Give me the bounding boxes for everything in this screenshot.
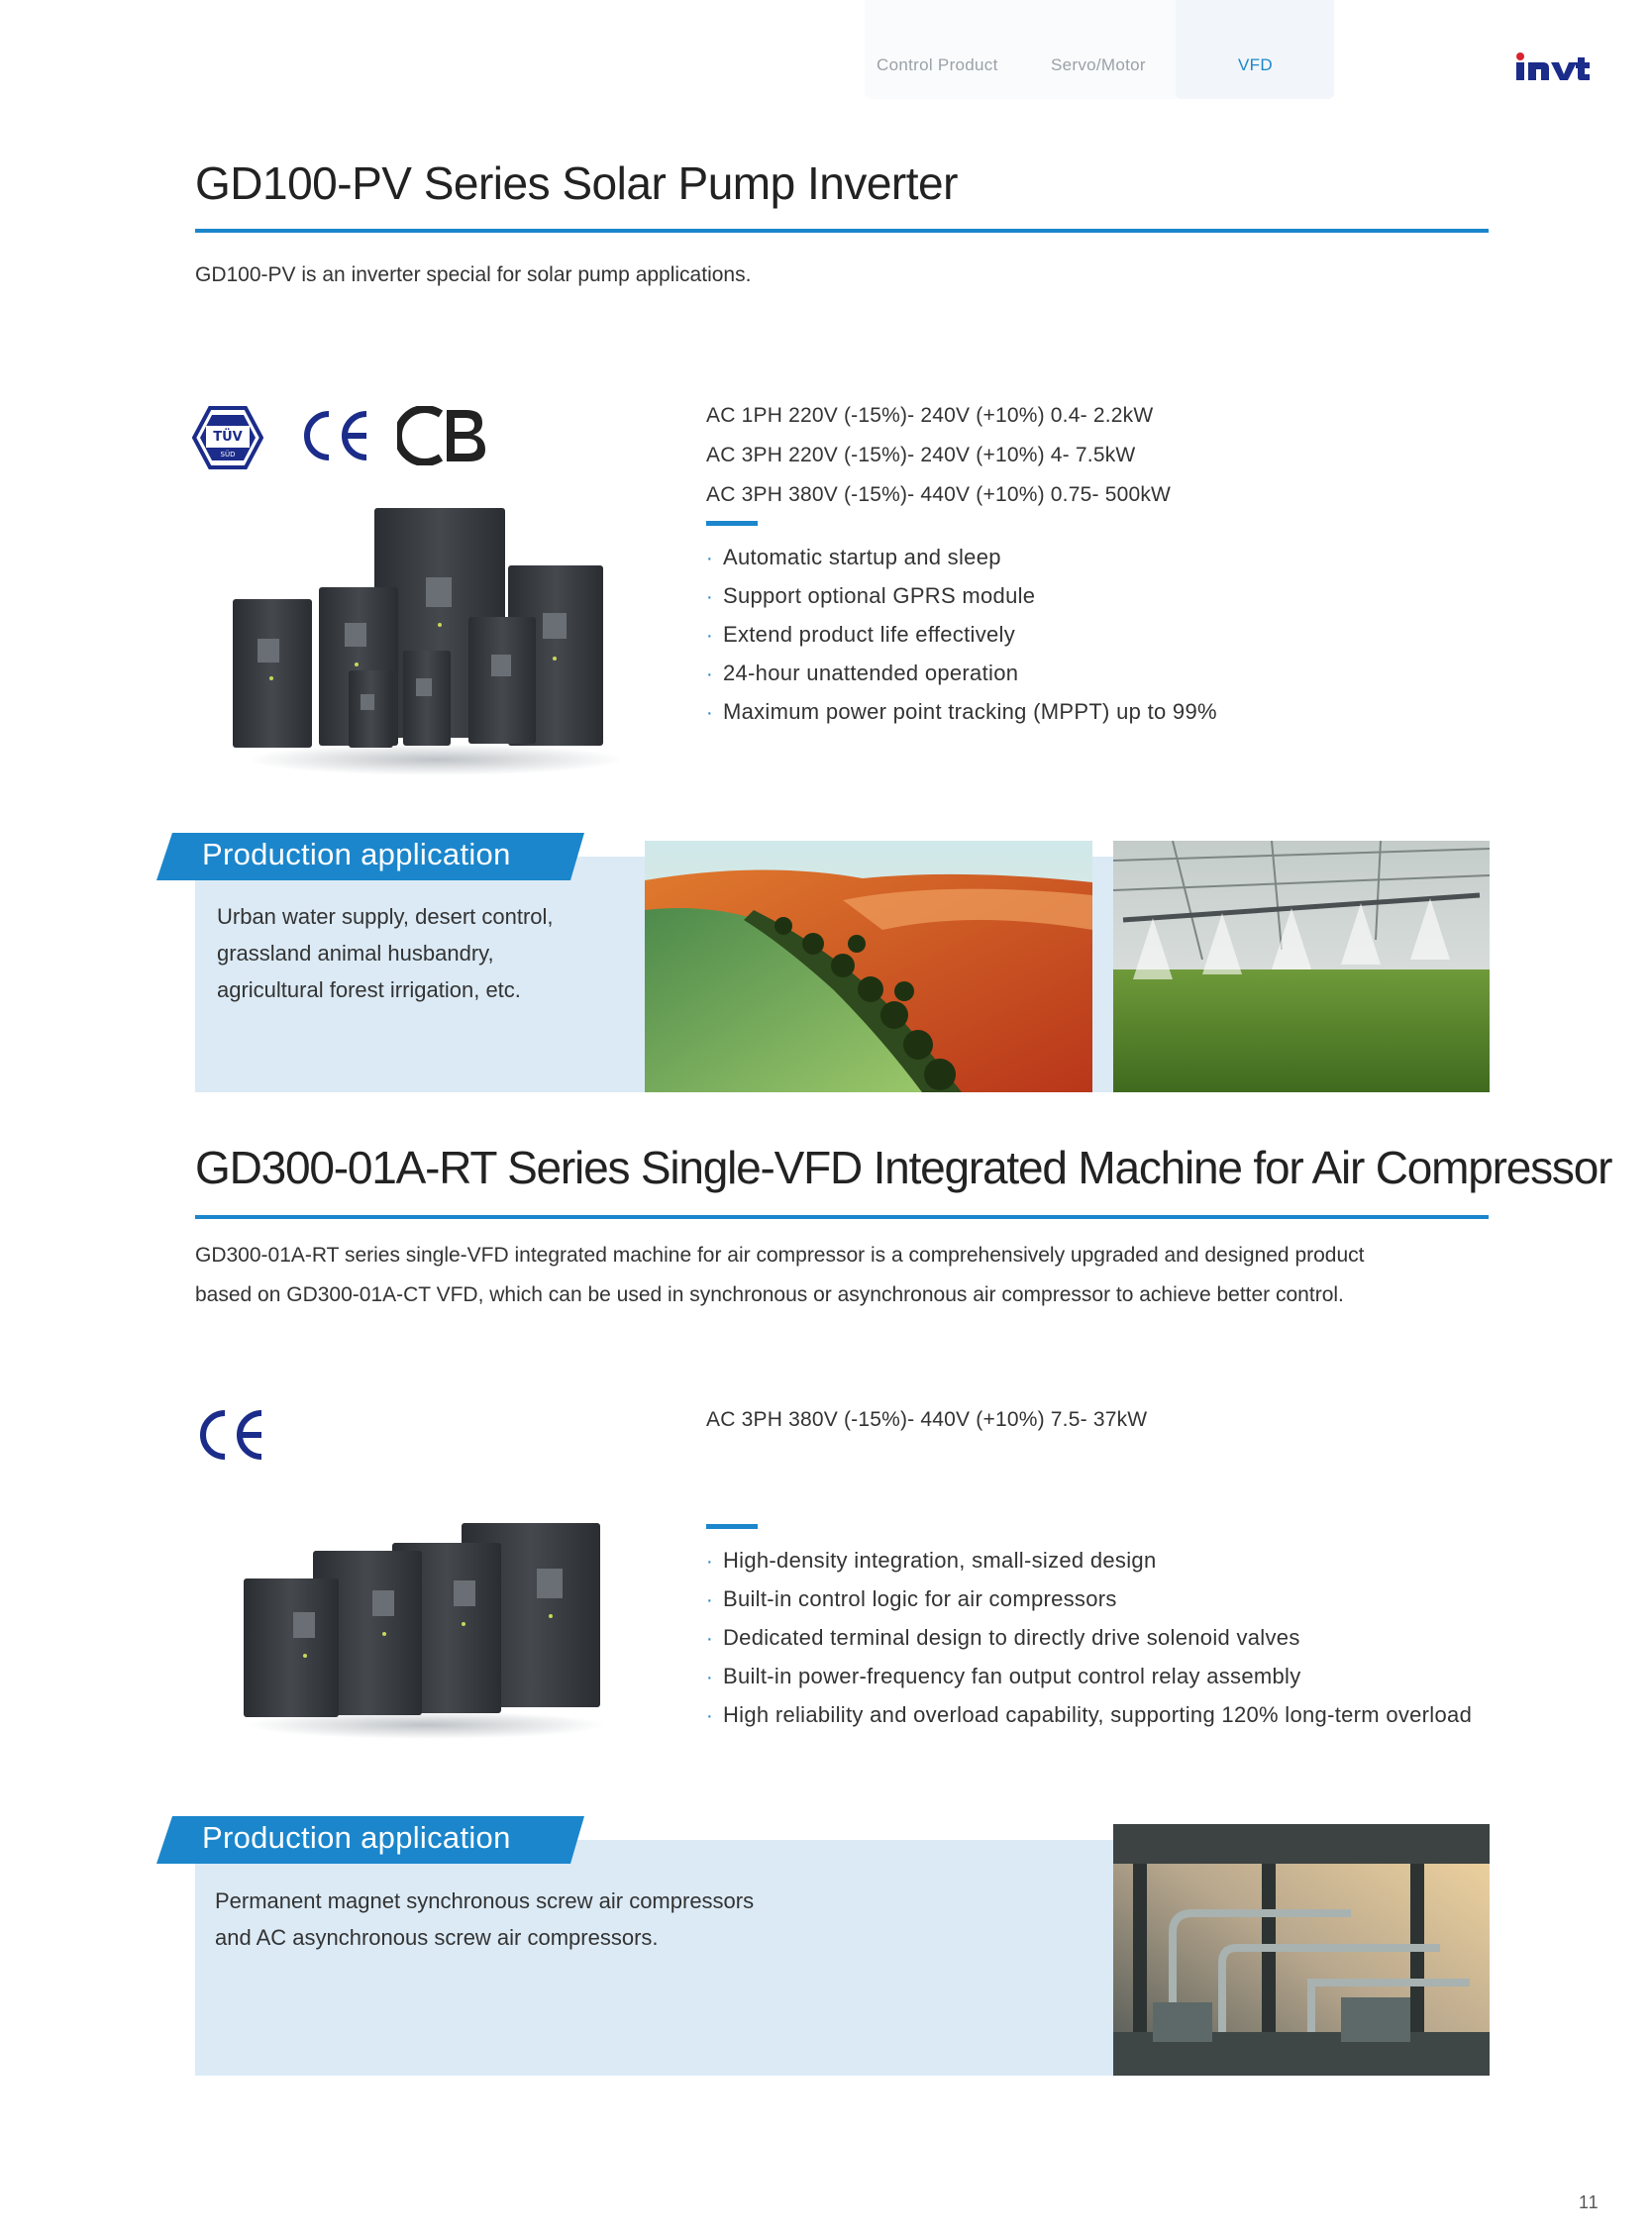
section2-title-rule bbox=[195, 1215, 1489, 1219]
section1-spec-1: AC 1PH 220V (-15%)- 240V (+10%) 0.4- 2.2kW bbox=[706, 404, 1154, 427]
cb-mark-icon bbox=[397, 406, 488, 465]
bullet-icon: · bbox=[706, 548, 713, 569]
list-item: · High reliability and overload capability, supporting 120% long-term overload bbox=[706, 1702, 1473, 1727]
greenhouse-irrigation-image bbox=[1113, 841, 1490, 1092]
list-item: · Built-in control logic for air compressors bbox=[706, 1586, 1117, 1611]
bullet-icon: · bbox=[706, 586, 713, 608]
gd100-pv-product-image bbox=[228, 500, 624, 777]
section1-application-heading: Production application bbox=[202, 837, 511, 871]
tab-control-product[interactable]: Control Product bbox=[877, 55, 998, 74]
section2-title: GD300-01A-RT Series Single-VFD Integrated Machine for Air Compressor bbox=[195, 1142, 1612, 1193]
bullet-icon: · bbox=[706, 1628, 713, 1650]
list-item: · High-density integration, small-sized design bbox=[706, 1548, 1157, 1573]
tuv-label: TÜV bbox=[213, 430, 243, 445]
section1-spec-3: AC 3PH 380V (-15%)- 440V (+10%) 0.75- 500kW bbox=[706, 483, 1172, 506]
page-number: 11 bbox=[1579, 2192, 1600, 2212]
list-item: · Automatic startup and sleep bbox=[706, 545, 1001, 569]
section1-title-rule bbox=[195, 229, 1489, 233]
list-item: · Support optional GPRS module bbox=[706, 583, 1036, 608]
bullet-icon: · bbox=[706, 1589, 713, 1611]
bullet-icon: · bbox=[706, 663, 713, 685]
section1-title: GD100-PV Series Solar Pump Inverter bbox=[195, 157, 958, 209]
section2-intro: GD300-01A-RT series single-VFD integrated machine for air compressor is a comprehensively upgraded and designed product based on GD300-01A-CT VFD, which can be used in synchronous or asynchronous air compressor to achieve better control. bbox=[195, 1244, 1365, 1306]
section2-application-heading: Production application bbox=[202, 1820, 511, 1855]
tuv-sub-label: SÜD bbox=[220, 451, 236, 458]
section1-application-description: Urban water supply, desert control, grassland animal husbandry, agricultural forest irrigation, etc. bbox=[217, 904, 554, 1002]
bullet-icon: · bbox=[706, 702, 713, 724]
list-item: · Maximum power point tracking (MPPT) up to 99% bbox=[706, 699, 1217, 724]
section1-spec-rule bbox=[706, 521, 758, 526]
section2-application-description: Permanent magnet synchronous screw air compressors and AC asynchronous screw air compressors. bbox=[215, 1888, 755, 1950]
bullet-icon: · bbox=[706, 1705, 713, 1727]
brand-logo bbox=[1515, 50, 1591, 90]
tab-vfd[interactable]: VFD bbox=[1238, 55, 1273, 74]
invt-logo-icon bbox=[1515, 50, 1591, 83]
section2-spec-rule bbox=[706, 1524, 758, 1529]
bullet-icon: · bbox=[706, 1667, 713, 1688]
tuv-sud-icon bbox=[192, 406, 263, 469]
list-item: · Built-in power-frequency fan output control relay assembly bbox=[706, 1664, 1301, 1688]
list-item: · 24-hour unattended operation bbox=[706, 661, 1019, 685]
gd300-product-image bbox=[234, 1513, 620, 1741]
section2-feature-list bbox=[706, 1542, 1472, 1735]
ce-mark-icon bbox=[195, 1408, 266, 1462]
section1-spec-2: AC 3PH 220V (-15%)- 240V (+10%) 4- 7.5kW bbox=[706, 444, 1136, 466]
list-item: · Extend product life effectively bbox=[706, 622, 1016, 647]
desert-oasis-image bbox=[645, 841, 1092, 1092]
section1-intro: GD100-PV is an inverter special for solar pump applications. bbox=[195, 263, 752, 286]
list-item: · Dedicated terminal design to directly drive solenoid valves bbox=[706, 1625, 1300, 1650]
compressor-plant-image bbox=[1113, 1824, 1490, 2076]
tab-active-background bbox=[1176, 0, 1334, 99]
ce-mark-icon bbox=[297, 408, 372, 463]
section2-spec-1: AC 3PH 380V (-15%)- 440V (+10%) 7.5- 37kW bbox=[706, 1408, 1148, 1431]
tab-servo-motor[interactable]: Servo/Motor bbox=[1051, 55, 1146, 74]
bullet-icon: · bbox=[706, 625, 713, 647]
section1-feature-list bbox=[706, 539, 1217, 732]
bullet-icon: · bbox=[706, 1551, 713, 1573]
